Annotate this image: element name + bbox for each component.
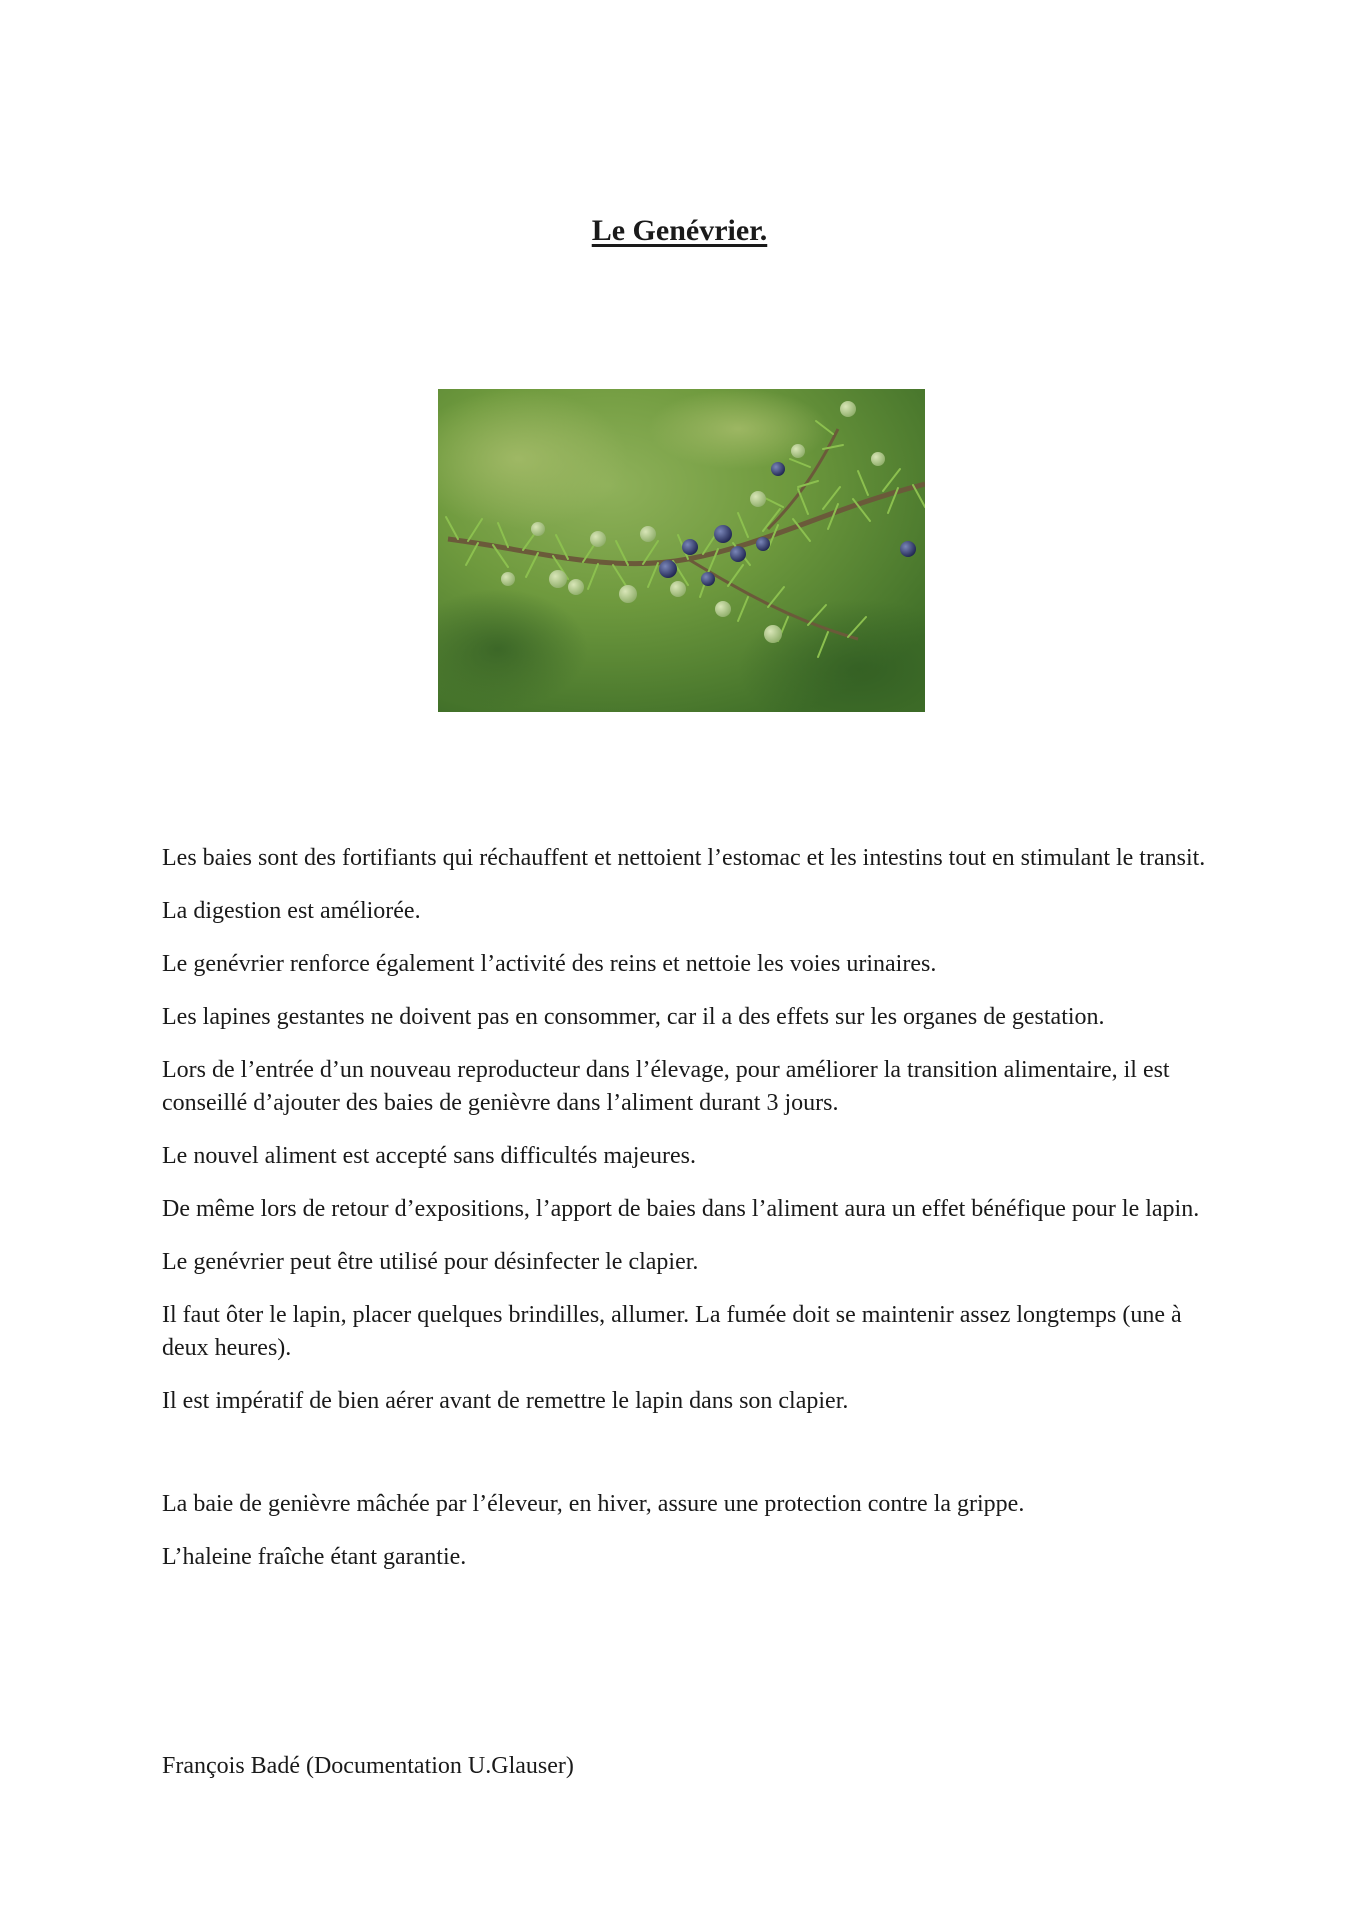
paragraph: De même lors de retour d’expositions, l’apport de baies dans l’aliment aura un effet bénéfique pour le lapin. <box>162 1196 1200 1222</box>
page-title: Le Genévrier. <box>591 214 768 247</box>
paragraph: La digestion est améliorée. <box>162 898 421 924</box>
paragraph: Les lapines gestantes ne doivent pas en consommer, car il a des effets sur les organes de gestation. <box>162 1004 1105 1030</box>
paragraph: Les baies sont des fortifiants qui réchauffent et nettoient l’estomac et les intestins tout en stimulant le transit. <box>162 845 1206 871</box>
paragraph: Le nouvel aliment est accepté sans difficultés majeures. <box>162 1143 697 1169</box>
juniper-branch-icon <box>438 389 925 712</box>
paragraph: L’haleine fraîche étant garantie. <box>162 1544 467 1570</box>
paragraph: Le genévrier peut être utilisé pour désinfecter le clapier. <box>162 1249 699 1275</box>
body-text <box>162 842 1212 1594</box>
juniper-photo <box>438 389 925 712</box>
paragraph: Lors de l’entrée d’un nouveau reproducteur dans l’élevage, pour améliorer la transition alimentaire, il est conseillé d’ajouter des baies de genièvre dans l’aliment durant 3 jours. <box>162 1057 1170 1116</box>
signature: François Badé (Documentation U.Glauser) <box>162 1753 574 1779</box>
paragraph: Il est impératif de bien aérer avant de remettre le lapin dans son clapier. <box>162 1388 849 1414</box>
paragraph: Il faut ôter le lapin, placer quelques brindilles, allumer. La fumée doit se maintenir assez longtemps (une à deux heures). <box>162 1302 1182 1361</box>
paragraph: La baie de genièvre mâchée par l’éleveur, en hiver, assure une protection contre la grippe. <box>162 1491 1025 1517</box>
paragraph: Le genévrier renforce également l’activité des reins et nettoie les voies urinaires. <box>162 951 937 977</box>
